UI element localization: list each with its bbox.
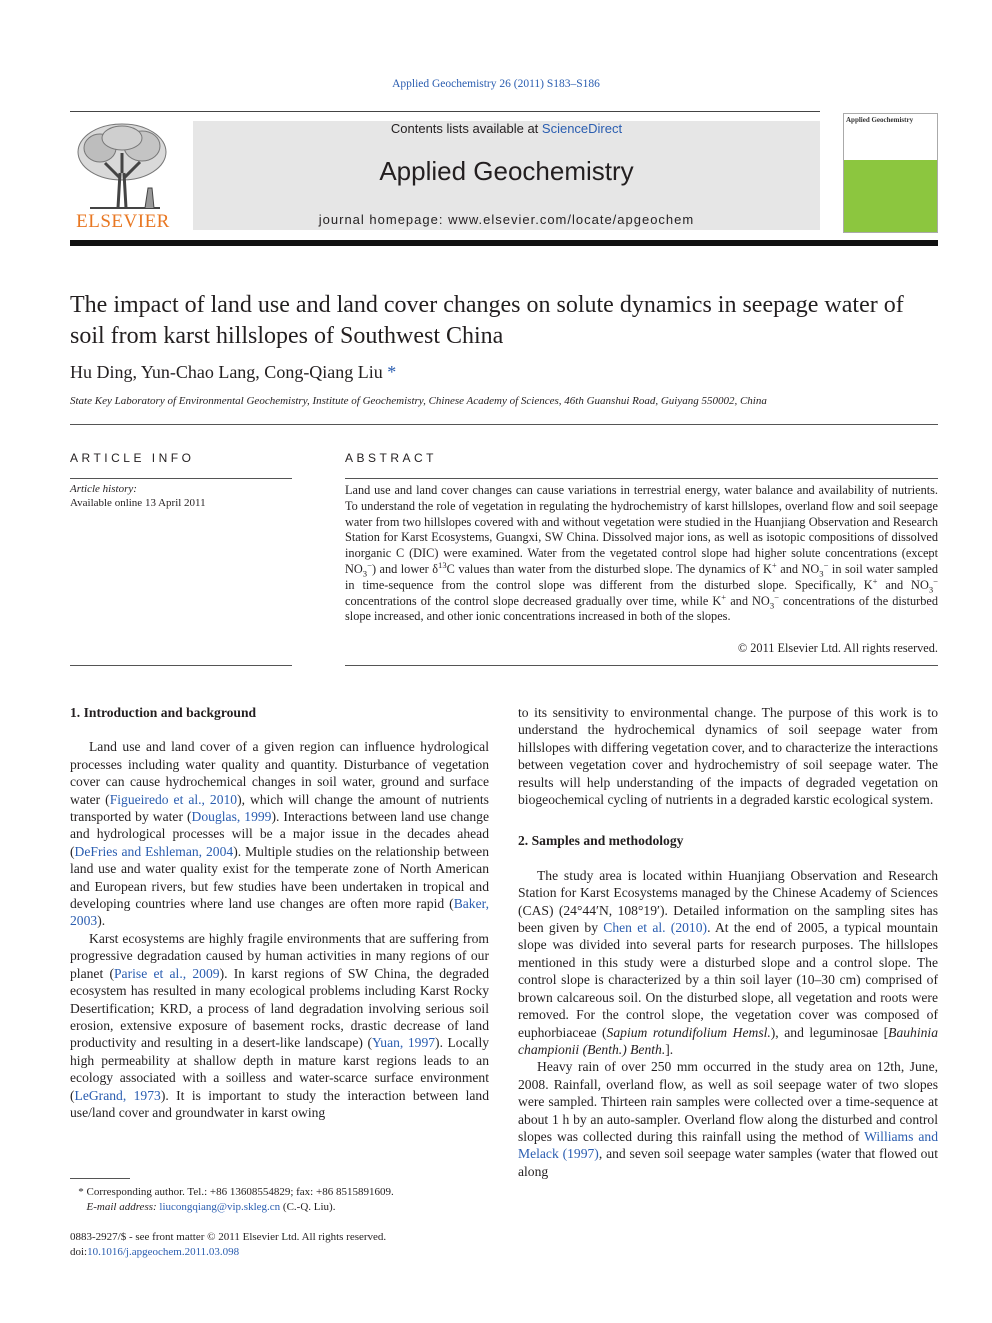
- issn-line: 0883-2927/$ - see front matter © 2011 Elsevier Ltd. All rights reserved.: [70, 1231, 387, 1243]
- footnote-rule: [70, 1178, 130, 1179]
- corresponding-footnote: * Corresponding author. Tel.: +86 13608554829; fax: +86 8515891609.: [70, 1186, 394, 1198]
- email-label: E-mail address:: [86, 1201, 157, 1213]
- section-1-heading: 1. Introduction and background: [70, 705, 257, 720]
- sciencedirect-link[interactable]: ScienceDirect: [541, 121, 623, 136]
- front-matter: [70, 1230, 490, 1260]
- header-rule: [70, 111, 820, 112]
- doi-label: doi:: [70, 1246, 88, 1258]
- left-column: [70, 704, 489, 1121]
- journal-homepage[interactable]: journal homepage: www.elsevier.com/locate/apgeochem: [318, 212, 695, 227]
- ref-defries[interactable]: DeFries and Eshleman, 2004: [74, 843, 234, 859]
- doi-line: [70, 1245, 490, 1260]
- header-thick-rule: [70, 240, 938, 246]
- ref-douglas[interactable]: Douglas, 1999: [191, 809, 272, 825]
- methods-paragraph-1: The study area is located within Huanjiang Observation and Research Station for Karst Ecosystems managed by the Chinese Academy of Sciences (CAS) (24°44′N, 108°19′). Detailed information on the sampling sites has been given by Chen et al. (2010). At the end of 2005, a typical mountain slope was divided into several parts for research purposes. The hillslopes mentioned in this study were a disturbed slope and a control slope. The control slope is characterized by a thin soil layer (10–30 cm) comprised of brown calcareous soil. On the disturbed slope, all vegetation and roots were removed. For the control slope, the vegetation cover was composed of euphorbiaceae (Sapium rotundifolium Hemsl.), and leguminosae [Bauhinia championii (Benth.) Benth.].: [518, 867, 939, 1057]
- footnote: [70, 1185, 490, 1215]
- ref-baker[interactable]: Baker, 2003: [70, 896, 489, 929]
- section-2-heading: 2. Samples and methodology: [518, 833, 684, 849]
- ref-legrand[interactable]: LeGrand, 1973: [74, 1087, 161, 1103]
- email-footnote: [70, 1200, 490, 1215]
- email-link[interactable]: liucongqiang@vip.skleg.cn: [159, 1201, 281, 1213]
- journal-name: Applied Geochemistry: [379, 156, 634, 186]
- elsevier-logo-text: ELSEVIER: [76, 211, 170, 232]
- abstract-bottom-rule: [345, 665, 938, 666]
- contents-line: [193, 121, 820, 136]
- intro-paragraph-2: Karst ecosystems are highly fragile environments that are suffering from progressive degradation caused by human activities in many regions of our planet (Parise et al., 2009). In karst regions of SW China, the degraded ecosystem has resulted in many ecological problems including Karst Rocky Desertification; KRD, a process of land degradation involving serious soil erosion, extensive exposure of basement rocks, drastic decrease of land productivity and resulting in a desert-like landscape) (Yuan, 1997). Locally high permeability at shallow depth in mature karst regions leads to an ecology associated with a soilless and water-scarce surface environment (LeGrand, 1973). It is important to study the interaction between land use/land cover and groundwater in karst owing: [70, 930, 490, 1120]
- title-divider: [70, 424, 938, 425]
- corresponding-author-mark[interactable]: *: [387, 362, 397, 382]
- history-value: Available online 13 April 2011: [70, 497, 206, 509]
- corresponding-contact: Corresponding author. Tel.: +86 13608554829; fax: +86 8515891609.: [86, 1186, 394, 1198]
- history-label: Article history:: [70, 483, 137, 495]
- article-info-bottom-rule: [70, 665, 292, 666]
- doi-link[interactable]: 10.1016/j.apgeochem.2011.03.098: [87, 1246, 240, 1258]
- article-info-rule: [70, 478, 292, 479]
- article-info-heading: ARTICLE INFO: [70, 451, 195, 465]
- intro-paragraph-2-cont: to its sensitivity to environmental change. The purpose of this work is to understand the hydrochemical dynamics of soil seepage water from hillslopes with differing vegetation cover, and to characterize the interactions between vegetation cover and hydrochemistry of soil seepage water. The results will help understanding of the impacts of degraded vegetation on biogeochemical cycling of nutrients in a degraded karstic ecological system.: [518, 705, 938, 808]
- intro-paragraph-1: Land use and land cover of a given region can influence hydrological processes including water quality and quantity. Disturbance of vegetation cover can cause hydrochemical changes in soil water, ground and surface water (Figueiredo et al., 2010), which will change the amount of nutrients transported by water (Douglas, 1999). Interactions between land use change and hydrological processes will be a major issue in the decades ahead (DeFries and Eshleman, 2004). Multiple studies on the relationship between land use and water quality exist for the temperate zone of North American and European rivers, but few studies have been undertaken in tropical and developing countries where land use changes are often more rapid (Baker, 2003).: [70, 739, 489, 929]
- ref-parise[interactable]: Parise et al., 2009: [114, 965, 220, 981]
- affiliation: State Key Laboratory of Environmental Geochemistry, Institute of Geochemistry, Chinese Academy of Sciences, 46th Guanshui Road, Guiyang 550002, China: [70, 395, 767, 407]
- author-names: Hu Ding, Yun-Chao Lang, Cong-Qiang Liu: [70, 362, 383, 382]
- ref-williams[interactable]: Williams and Melack (1997): [518, 1128, 938, 1162]
- author-list: [70, 362, 396, 383]
- article-title: The impact of land use and land cover changes on solute dynamics in seepage water of soil from karst hillslopes of Southwest China: [70, 292, 904, 349]
- abstract-body: Land use and land cover changes can cause variations in terrestrial energy, water balance and availability of nutrients. To understand the role of vegetation in regulating the hydrochemistry of karst hillslopes, overland flow and soil seepage water from two hillslopes covered with and without vegetation were studied in the Huanjiang Observation and Research Station for Karst Ecosystems, Guangxi, SW China. Dissolved major ions, as well as isotopic compositions of dissolved inorganic C (DIC) were examined. Water from the vegetated control slope had higher solute concentrations (except $NO_3^-$) and lower $\delta^{13}C$ values than water from the disturbed slope. The dynamics of K+ and $NO_3^-$ in soil water sampled in time-sequence from the control slope was different from the disturbed slope. Specifically, K+ and $NO_3^-$ concentrations of the control slope decreased gradually over time, while K+ and $NO_3^-$ concentrations of the disturbed slope increased, and other ionic concentrations increased in both of the slopes.: [345, 483, 938, 624]
- ref-chen[interactable]: Chen et al. (2010): [603, 920, 708, 936]
- contents-prefix: Contents lists available at: [390, 121, 542, 136]
- abstract-heading: ABSTRACT: [345, 451, 438, 465]
- journal-cover-title: Applied Geochemistry: [846, 116, 914, 124]
- email-suffix: (C.-Q. Liu).: [282, 1201, 336, 1213]
- abstract-rule: [345, 478, 938, 479]
- abstract-copyright: © 2011 Elsevier Ltd. All rights reserved.: [737, 641, 938, 655]
- ref-figueiredo[interactable]: Figueiredo et al., 2010: [109, 791, 238, 807]
- ref-yuan[interactable]: Yuan, 1997: [371, 1035, 436, 1051]
- right-column: [518, 704, 938, 1180]
- journal-citation[interactable]: Applied Geochemistry 26 (2011) S183–S186: [392, 78, 600, 90]
- methods-paragraph-2: Heavy rain of over 250 mm occurred in the study area on 12th, June, 2008. Rainfall, overland flow, as well as soil seepage water of two slopes were sampled. Thirteen rain samples were collected over a time-sequence at about 1 h by an auto-sampler. Overland flow along the disturbed and control slopes was collected during this rainfall using the method of Williams and Melack (1997), and seven soil seepage water samples (water that flowed out along: [518, 1059, 938, 1179]
